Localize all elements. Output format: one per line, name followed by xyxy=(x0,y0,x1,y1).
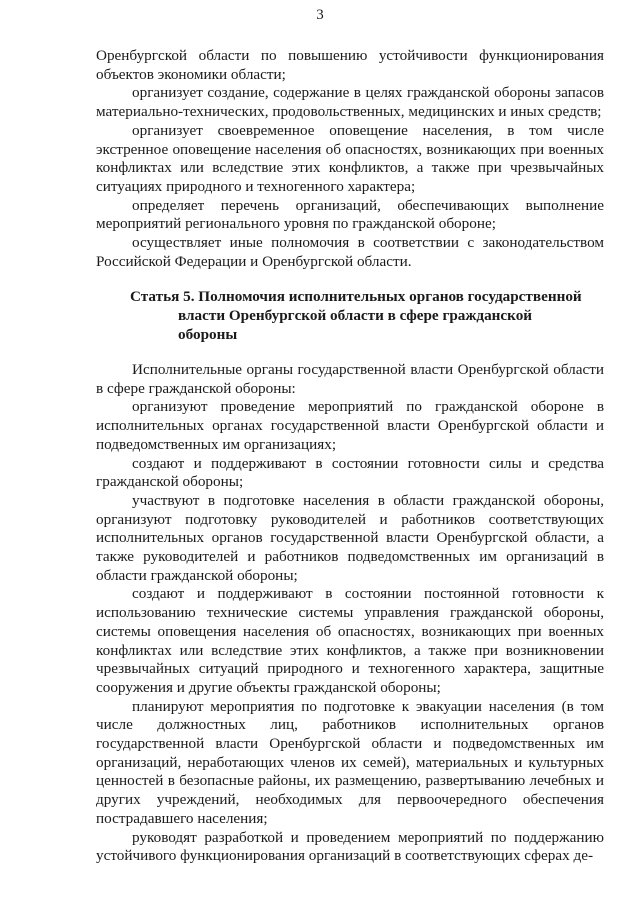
text-block-article-5 xyxy=(96,361,604,866)
paragraph: создают и поддерживают в состоянии готовности силы и средства гражданской обороны; xyxy=(96,454,604,491)
paragraph: определяет перечень организаций, обеспечивающих выполнение мероприятий регионального уровня по гражданской обороне; xyxy=(96,196,604,233)
paragraph: Исполнительные органы государственной власти Оренбургской области в сфере гражданской обороны: xyxy=(96,361,604,397)
article-heading-line: власти Оренбургской области в сфере гражданской xyxy=(178,307,533,324)
paragraph: руководят разработкой и проведением мероприятий по поддержанию устойчивого функционирования организаций в соответствующих сферах де- xyxy=(96,828,604,865)
article-heading-line: Статья 5. Полномочия исполнительных органов государственной xyxy=(130,288,582,305)
page-number: 3 xyxy=(316,7,324,23)
paragraph: создают и поддерживают в состоянии постоянной готовности к использованию технические системы управления гражданской обороны, системы оповещения населения об опасностях, возникающих при военных конфликтах или вследствие этих конфликтов, а также при возникновении чрезвычайных ситуаций природного и техногенного характера, защитные сооружения и другие объекты гражданской обороны; xyxy=(96,585,604,696)
paragraph: организует своевременное оповещение населения, в том числе экстренное оповещение населения об опасностях, возникающих при военных конфликтах или вследствие этих конфликтов, а также при чрезвычайных ситуациях природного и техногенного характера; xyxy=(96,121,604,195)
text-block-continuation xyxy=(96,47,604,271)
paragraph: участвуют в подготовке населения в области гражданской обороны, организуют подготовку руководителей и работников соответствующих исполнительных органов государственной власти Оренбургской области, а также руководителей и работников подведомственных им организаций в области гражданской обороны; xyxy=(96,491,604,584)
paragraph: осуществляет иные полномочия в соответствии с законодательством Российской Федерации и Оренбургской области. xyxy=(96,234,604,270)
paragraph: организуют проведение мероприятий по гражданской обороне в исполнительных органах государственной власти Оренбургской области и подведомственных им организациях; xyxy=(96,398,604,453)
paragraph: организует создание, содержание в целях гражданской обороны запасов материально-технических, продовольственных, медицинских и иных средств; xyxy=(96,84,604,121)
article-heading xyxy=(130,287,604,344)
paragraph: Оренбургской области по повышению устойчивости функционирования объектов экономики области; xyxy=(96,47,604,83)
paragraph: планируют мероприятия по подготовке к эвакуации населения (в том числе должностных лиц, работников исполнительных органов государственной власти Оренбургской области и подведомственных им организаций, неработающих членов их семей), материальных и культурных ценностей в безопасные районы, их размещению, развертыванию лечебных и других учреждений, необходимых для первоочередного обеспечения пострадавшего населения; xyxy=(96,697,604,827)
article-heading-line: обороны xyxy=(178,326,238,343)
